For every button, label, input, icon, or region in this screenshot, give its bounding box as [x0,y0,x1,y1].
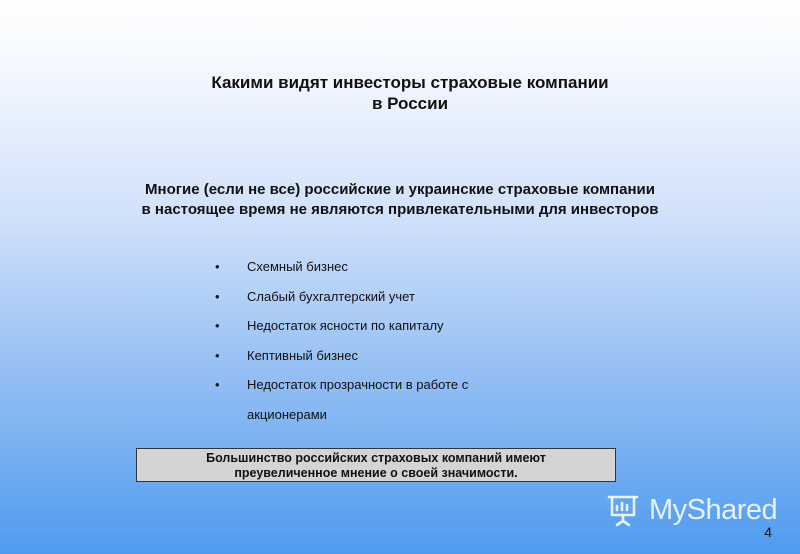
watermark-text: MyShared [649,493,778,526]
slide-subtitle-line-2: в настоящее время не являются привлекательными для инвесторов [141,201,659,218]
slide-subtitle-line-1: Многие (если не все) российские и украинские страховые компании [145,181,655,198]
bullet-item [213,311,533,341]
bullet-text: Кептивный бизнес [247,347,358,363]
slide-subtitle [60,180,740,220]
conclusion-callout [136,448,616,482]
bullet-text: Недостаток ясности по капиталу [247,318,444,333]
bullet-list [213,252,533,429]
bullet-item [213,282,533,312]
bullet-marker: • [215,288,220,304]
bullet-marker: • [215,318,220,333]
bullet-text: Слабый бухгалтерский учет [247,288,415,304]
bullet-marker: • [215,347,220,363]
callout-line-1: Большинство российских страховых компаний имеют [206,451,546,465]
presentation-board-icon [605,492,641,528]
bullet-marker: • [215,259,220,274]
bullet-item [213,370,533,429]
bullet-text: Недостаток прозрачности в работе с акционерами [247,377,469,422]
slide-title-line-1: Какими видят инвесторы страховые компании [211,73,609,92]
slide-title [140,72,680,114]
slide-title-line-2: в России [371,94,449,113]
bullet-marker: • [215,377,220,392]
callout-line-2: преувеличенное мнение о своей значимости. [234,466,518,480]
bullet-text: Схемный бизнес [247,259,348,274]
bullet-item [213,341,533,371]
bullet-item [213,252,533,282]
page-number: 4 [764,524,772,540]
watermark-logo [605,490,785,530]
